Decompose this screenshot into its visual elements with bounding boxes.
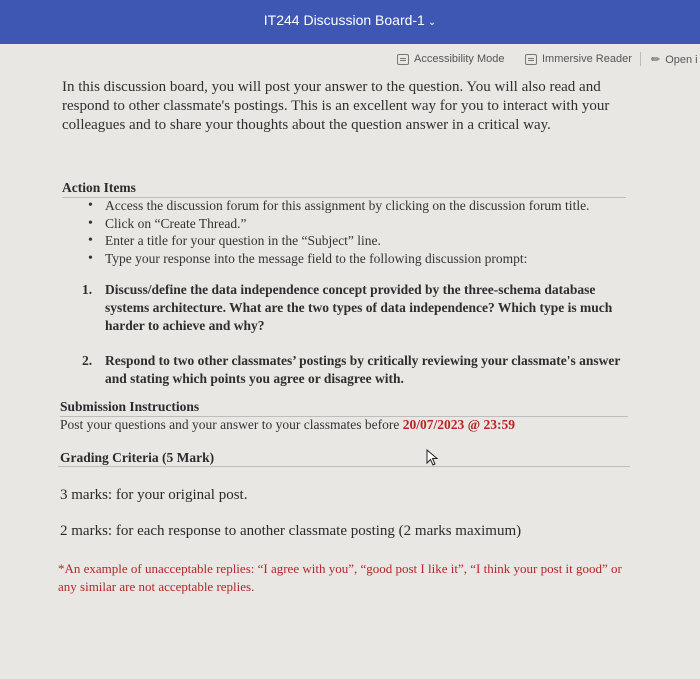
open-in-label: Open i (665, 53, 698, 66)
divider (58, 466, 630, 467)
list-item: • Type your response into the message field to the following discussion prompt: (88, 250, 638, 268)
document-title-text: IT244 Discussion Board-1 (263, 12, 425, 28)
grading-line-1: 3 marks: for your original post. (60, 487, 248, 503)
prompt-number: 1. (82, 282, 93, 297)
prompt-item-2 (82, 352, 622, 388)
list-item: • Enter a title for your question in the “Subject” line. (88, 232, 638, 250)
open-in-button[interactable] (651, 53, 698, 66)
immersive-reader-button[interactable] (525, 53, 632, 65)
chevron-down-icon[interactable]: ⌄ (427, 17, 437, 28)
submission-heading: Submission Instructions (60, 399, 628, 417)
submission-instruction: Post your questions and your answer to your classmates before (60, 417, 403, 432)
prompt-text: Discuss/define the data independence concept provided by the three-schema database systems architecture. What are the two types of data independence? Which type is much harder to achieve and why? (105, 282, 613, 333)
prompt-item-1 (82, 281, 622, 335)
immersive-reader-label: Immersive Reader (542, 53, 632, 65)
grading-line-2: 2 marks: for each response to another classmate posting (2 marks maximum) (60, 523, 522, 539)
mouse-cursor-icon (426, 449, 440, 467)
grading-note: *An example of unacceptable replies: “I agree with you”, “good post I like it”, “I think your post it good” or any similar are not acceptable replies. (58, 561, 622, 594)
grading-heading: Grading Criteria (5 Mark) (60, 450, 215, 465)
accessibility-icon (397, 54, 409, 65)
toolbar-divider (640, 52, 641, 66)
accessibility-mode-label: Accessibility Mode (414, 53, 505, 65)
list-item: • Click on “Create Thread.” (88, 215, 638, 233)
action-items-heading: Action Items (62, 180, 626, 198)
document-title[interactable] (0, 12, 700, 28)
pencil-icon: ✏ (651, 54, 661, 66)
prompt-text: Respond to two other classmates’ postings by critically reviewing your classmate's answer and stating which points you agree or disagree with. (105, 353, 621, 386)
submission-text (60, 417, 515, 433)
list-item: • Access the discussion forum for this assignment by clicking on the discussion forum title. (88, 197, 638, 215)
deadline: 20/07/2023 @ 23:59 (402, 417, 515, 432)
toolbar (0, 44, 700, 74)
action-items-list (88, 197, 638, 267)
immersive-reader-icon (525, 54, 537, 65)
title-bar (0, 0, 700, 44)
prompt-number: 2. (82, 353, 93, 368)
accessibility-mode-button[interactable] (397, 53, 504, 65)
intro-paragraph: In this discussion board, you will post your answer to the question. You will also read and respond to other classmate's postings. This is an excellent way for you to interact with your colleagues and to share your thoughts about the question answer in a critical way. (62, 79, 610, 133)
